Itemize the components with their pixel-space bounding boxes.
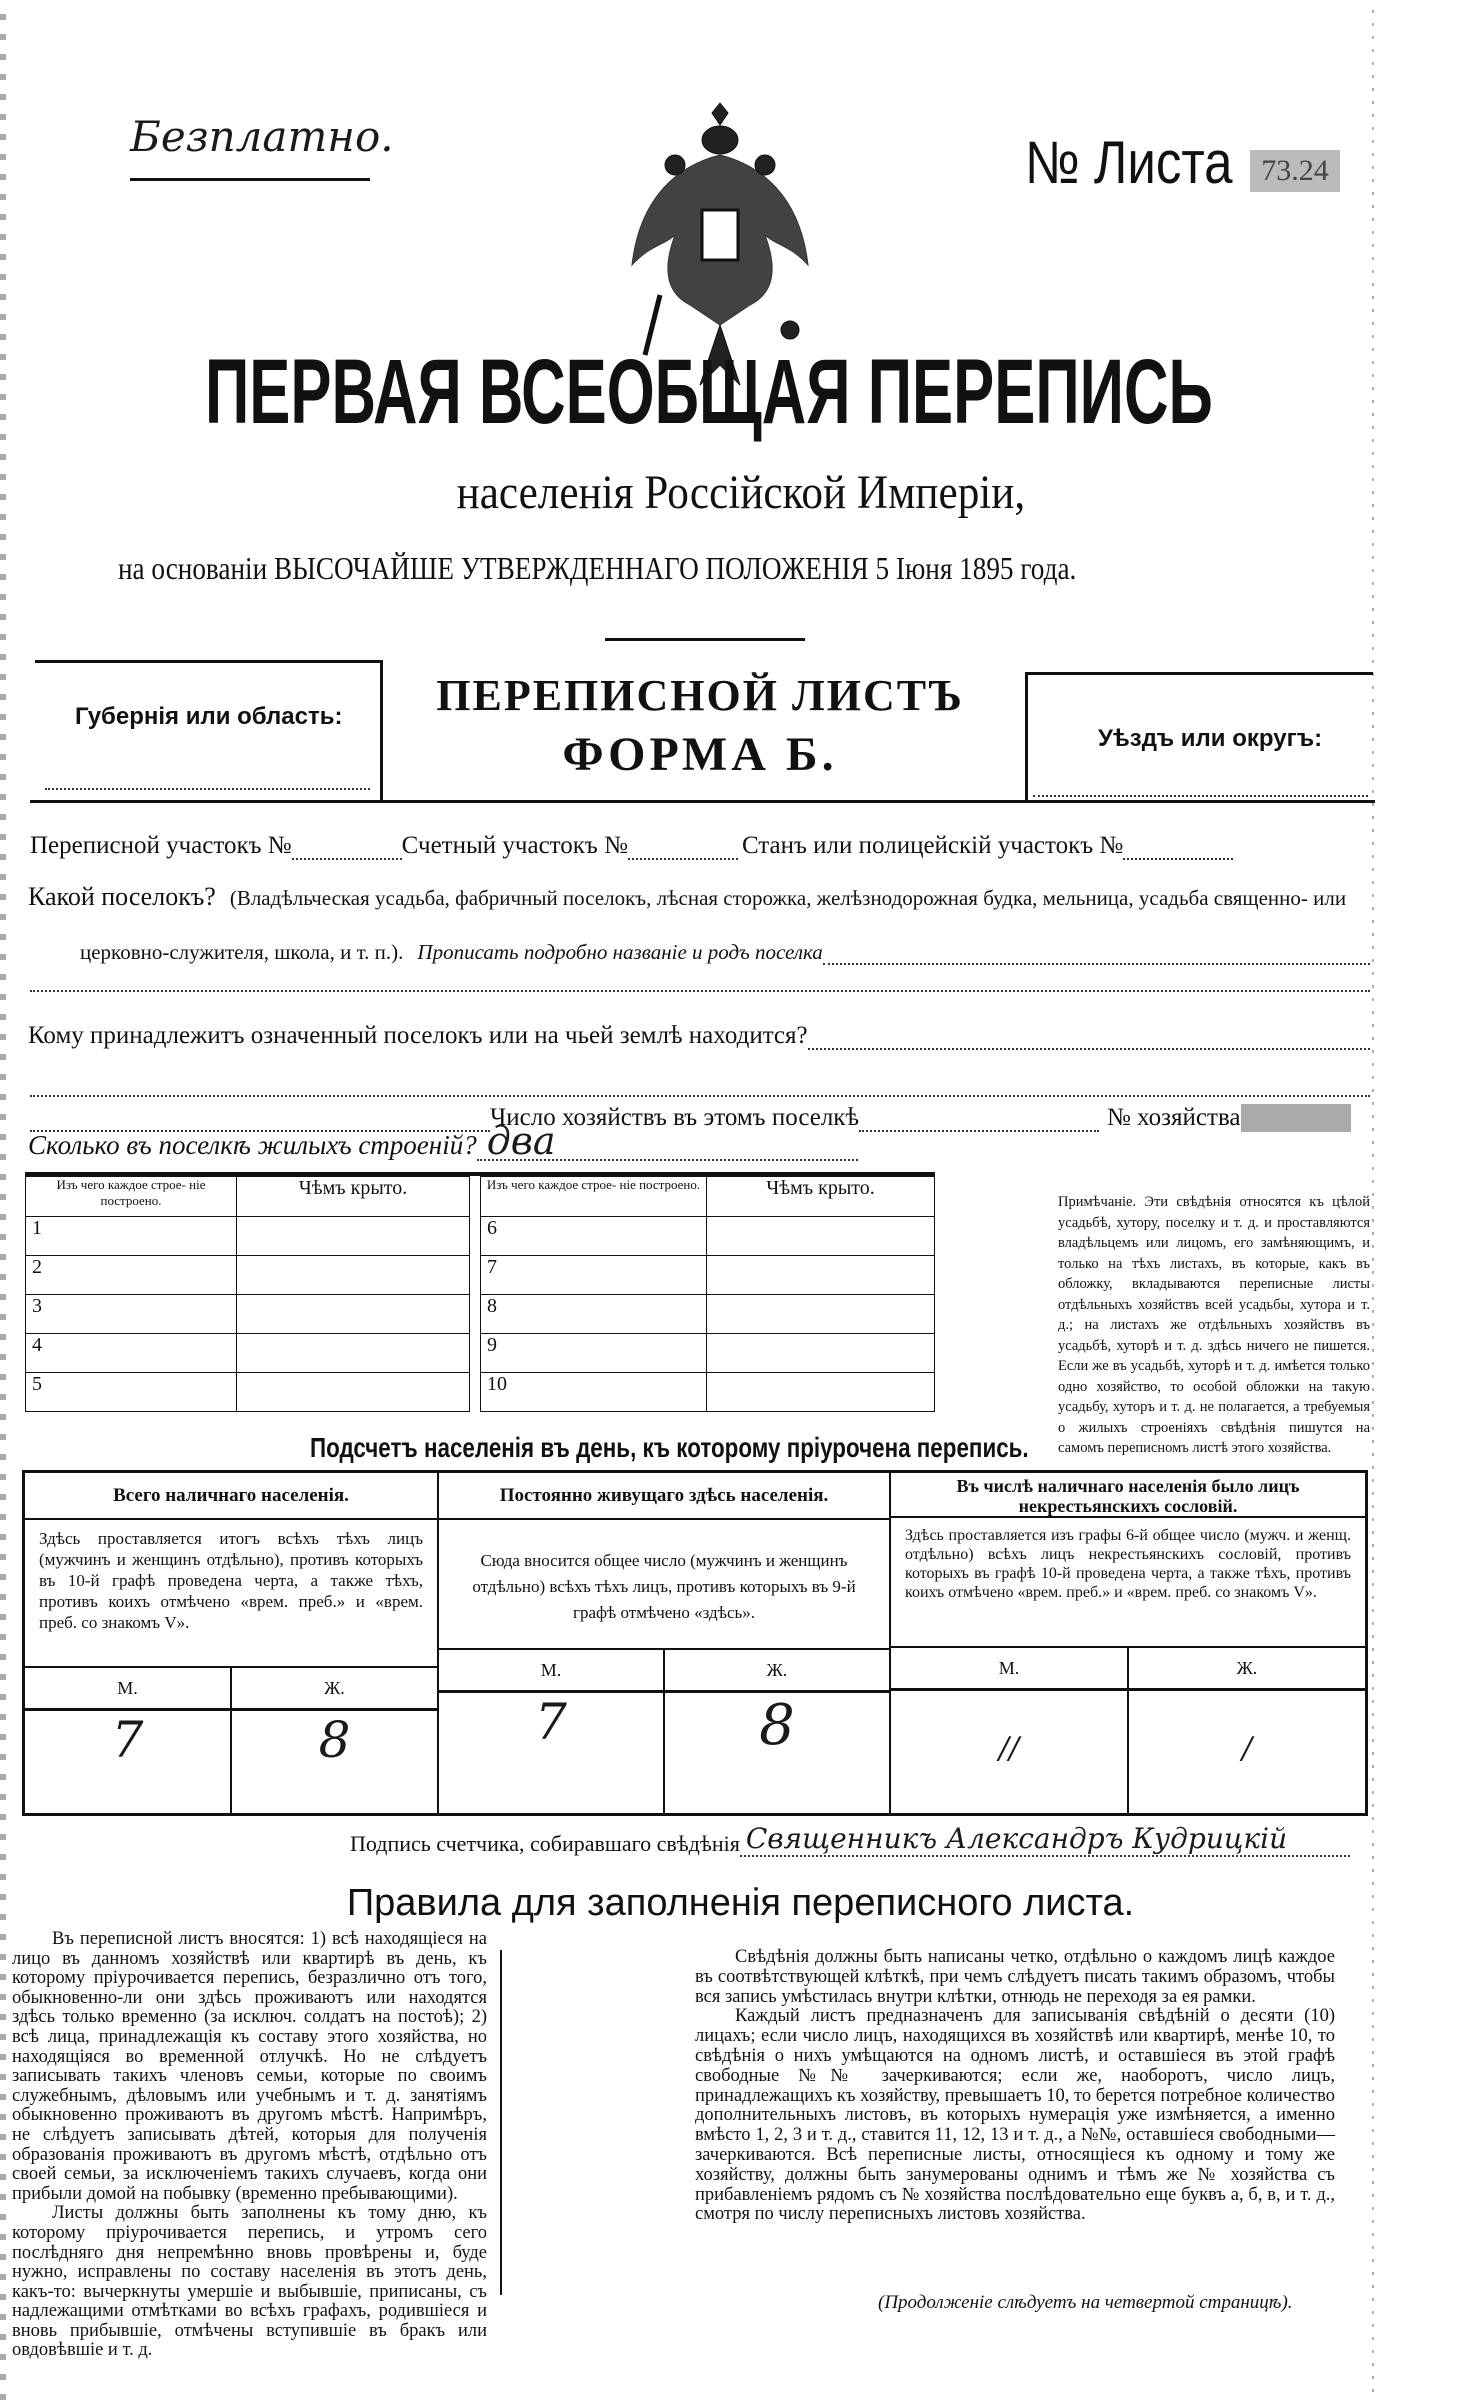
sheet-number-label: № Листа	[1025, 129, 1233, 196]
population-col-permanent	[439, 1473, 891, 1813]
row-number: 7	[481, 1256, 707, 1295]
roof-cell[interactable]	[237, 1295, 470, 1334]
col-roof-header: Чѣмъ крыто.	[237, 1177, 470, 1217]
household-number-label: № хозяйства	[1107, 1104, 1241, 1131]
roof-cell[interactable]	[237, 1334, 470, 1373]
households-label: Число хозяйствъ въ этомъ поселкѣ	[490, 1104, 860, 1131]
settlement-hint-2: церковно-служителя, школа, и т. п.).	[80, 940, 404, 964]
population-col-non-peasant	[891, 1473, 1365, 1813]
col-description: Здѣсь проставляется итогъ всѣхъ тѣхъ лицъ (мужчинъ и женщинъ отдѣльно), противъ которыхъ въ 10-й графѣ проведена черта, а также тѣхъ, противъ коихъ отмѣчено «врем. преб.» и «врем. преб. со знакомъ V».	[25, 1520, 437, 1668]
col-material-header: Изъ чего каждое строе- ніе построено.	[26, 1177, 237, 1217]
col-description: Сюда вносится общее число (мужчинъ и женщинъ отдѣльно) всѣхъ тѣхъ лицъ, противъ которыхъ въ 9-й графѣ отмѣчено «здѣсь».	[439, 1520, 889, 1650]
roof-cell[interactable]	[707, 1295, 935, 1334]
page-title: ПЕРВАЯ ВСЕОБЩАЯ ПЕРЕПИСЬ	[205, 341, 1213, 443]
population-table	[22, 1470, 1368, 1816]
female-label: Ж.	[766, 1660, 788, 1680]
rules-paragraph: Листы должны быть заполнены къ тому дню, къ которому пріурочивается перепись, и утромъ сего послѣдняго дня непремѣнно вновь провѣрены и, буде нужно, исправлены по составу населенія въ этотъ день, какъ-то: вычеркнуты умершіе и выбывшіе, приписаны, съ надлежащими отмѣтками во всѣхъ графахъ, родившіеся и вновь прибывшіе, отмѣчены вступившіе въ бракъ или овдовѣвшіе и т. д.	[12, 2203, 487, 2361]
rules-paragraph: Свѣдѣнія должны быть написаны четко, отдѣльно о каждомъ лицѣ каждое въ соотвѣтствующей клѣткѣ, при чемъ слѣдуетъ писать такимъ образомъ, чтобы вся запись умѣстилась внутри клѣтки, отнюдь не переходя за ея рамки.	[695, 1947, 1335, 2007]
settlement-hint: (Владѣльческая усадьба, фабричный поселокъ, лѣсная сторожка, желѣзнодорожная будка, мельница, усадьба священно- или	[229, 886, 1347, 910]
continued-note: (Продолженіе слѣдуетъ на четвертой страницѣ).	[878, 2292, 1293, 2313]
free-label-underline	[130, 178, 370, 181]
count-district-label: Счетный участокъ №	[401, 832, 628, 859]
female-label: Ж.	[324, 1678, 345, 1698]
settlement-field-line-2[interactable]	[30, 990, 1370, 992]
owner-field[interactable]	[808, 1048, 1370, 1050]
buildings-answer: два	[486, 1119, 556, 1163]
province-label: Губернія или область:	[75, 703, 343, 730]
female-count[interactable]: /	[1241, 1731, 1253, 1766]
buildings-question: Сколько въ поселкѣ жилыхъ строеній?	[28, 1130, 477, 1160]
legal-basis: на основаніи ВЫСОЧАЙШЕ УТВЕРЖДЕННАГО ПОЛОЖЕНІЯ 5 Іюня 1895 года.	[118, 550, 1077, 586]
col-title: Въ числѣ наличнаго населенія было лицъ некрестьянскихъ сословій.	[891, 1473, 1365, 1518]
rules-paragraph: Въ переписной листъ вносятся: 1) всѣ находящіеся на лицо въ данномъ хозяйствѣ или квартирѣ въ день, къ которому пріурочивается перепись, безразлично отъ того, обыкновенно-ли они здѣсь проживаютъ или находятся здѣсь только временно (за исключ. солдатъ на постоѣ); 2) всѣ лица, принадлежащія къ составу этого хозяйства, но находящіяся во временной отлучкѣ. Но не слѣдуетъ записывать такихъ членовъ семьи, которые по своимъ служебнымъ, дѣловымъ или учебнымъ и т. д. занятіямъ обыкновенно проживаютъ въ другомъ мѣстѣ. Напримѣръ, не слѣдуетъ записывать дѣтей, которыя для полученія образованія проживаютъ въ другомъ мѣстѣ, отдѣльно отъ своей семьи, за исключеніемъ такихъ случаевъ, когда они прибыли домой на побывку (временно пребывающими).	[12, 1929, 487, 2204]
roof-cell[interactable]	[237, 1373, 470, 1412]
row-number: 6	[481, 1217, 707, 1256]
roof-cell[interactable]	[707, 1217, 935, 1256]
rules-heading: Правила для заполненія переписного листа.	[346, 1882, 1135, 1924]
row-number: 2	[26, 1256, 237, 1295]
rules-left-column	[12, 1930, 487, 2361]
buildings-field[interactable]	[477, 1119, 858, 1163]
count-district-field[interactable]	[628, 858, 738, 860]
male-label: М.	[891, 1648, 1129, 1688]
rules-right-column	[695, 1948, 1335, 2225]
province-box	[35, 660, 383, 801]
stan-field[interactable]	[1123, 858, 1233, 860]
rules-paragraph: Каждый листъ предназначенъ для записыванія свѣдѣній о десяти (10) лицахъ; если число лицъ, находящихся въ хозяйствѣ или квартирѣ, менѣе 10, то свѣдѣнія о нихъ умѣщаются на одномъ листѣ, и оставшіеся въ этой графѣ свободные №№ зачеркиваются; если же, наоборотъ, число лицъ, принадлежащихъ къ хозяйству, превышаетъ 10, то берется потребное количество дополнительныхъ листовъ, въ которыхъ нумерація уже измѣняется, а именно вмѣсто 1, 2, 3 и т. д., ставится 11, 12, 13 и т. д., а №№, оставшіеся свободными—зачеркиваются. Всѣ переписные листы, относящіеся къ одному и тому же хозяйству, должны быть занумерованы однимъ и тѣмъ же № хозяйства съ прибавленіемъ рядомъ съ № хозяйства послѣдовательно еще буквъ а, б, в, и т. д., смотря по числу переписныхъ листовъ хозяйства.	[695, 2006, 1335, 2225]
female-label: Ж.	[1236, 1658, 1258, 1678]
female-count[interactable]: 8	[759, 1693, 795, 1758]
household-number-field[interactable]	[1241, 1104, 1351, 1132]
male-count[interactable]: 7	[25, 1711, 232, 1813]
free-label: Безплатно.	[130, 112, 394, 161]
col-title: Всего наличнаго населенія.	[25, 1473, 437, 1520]
signature-label: Подпись счетчика, собиравшаго свѣдѣнія	[350, 1831, 740, 1856]
row-number: 5	[26, 1373, 237, 1412]
roof-cell[interactable]	[707, 1373, 935, 1412]
page-subtitle: населенія Россійской Имперіи,	[456, 466, 1025, 519]
col-roof-header: Чѣмъ крыто.	[707, 1177, 935, 1217]
form-title: ПЕРЕПИСНОЙ ЛИСТЪ	[436, 671, 964, 720]
province-field[interactable]	[45, 788, 370, 790]
row-number: 1	[26, 1217, 237, 1256]
female-count[interactable]: 8	[318, 1711, 351, 1769]
buildings-table	[25, 1172, 935, 1416]
col-material-header: Изъ чего каждое строе- ніе построено.	[481, 1177, 707, 1217]
scan-left-edge	[0, 0, 6, 2401]
male-count[interactable]: //	[891, 1691, 1129, 1813]
row-number: 3	[26, 1295, 237, 1334]
district-field[interactable]	[1033, 795, 1368, 797]
census-district-field[interactable]	[292, 858, 402, 860]
roof-cell[interactable]	[707, 1256, 935, 1295]
divider	[605, 638, 805, 641]
male-label: М.	[25, 1668, 232, 1708]
column-divider	[500, 1950, 502, 2295]
stan-label: Станъ или полицейскій участокъ №	[741, 832, 1124, 859]
roof-cell[interactable]	[237, 1256, 470, 1295]
note-text: Примѣчаніе. Эти свѣдѣнія относятся къ цѣлой усадьбѣ, хутору, поселку и т. д. и проставляются владѣльцемъ или лицомъ, его замѣняющимъ, и только на тѣхъ листахъ, въ которые, какъ въ обложку, вкладываются переписные листы отдѣльныхъ хозяйствъ всей усадьбы, хутора и т. д.; на листахъ же отдѣльныхъ хозяйствъ въ усадьбѣ, хуторѣ и т. д. здѣсь ничего не пишется. Если же въ усадьбѣ, хуторѣ и т. д. имѣется только одно хозяйство, то особой обложки на такую усадьбу, хуторъ и т. д. не полагается, а требуемыя о жилыхъ строеніяхъ свѣдѣнія пишутся на самомъ переписномъ листѣ этого хозяйства.	[1058, 1194, 1370, 1456]
households-field[interactable]	[859, 1130, 1099, 1132]
population-heading: Подсчетъ населенія въ день, къ которому пріурочена перепись.	[310, 1432, 1029, 1463]
col-description: Здѣсь проставляется изъ графы 6-й общее число (мужч. и женщ. отдѣльно) всѣхъ лицъ некрестьянскихъ сословій, противъ которыхъ въ графѣ 10-й проведена черта, а также тѣхъ, противъ коихъ отмѣчено «врем. преб.» и «врем. преб. со знакомъ V».	[891, 1518, 1365, 1648]
roof-cell[interactable]	[237, 1217, 470, 1256]
male-label: М.	[439, 1650, 665, 1690]
sheet-number-value: 73.24	[1250, 150, 1340, 192]
col-title: Постоянно живущаго здѣсь населенія.	[439, 1473, 889, 1520]
male-count[interactable]: 7	[439, 1693, 665, 1813]
district-box	[1025, 672, 1373, 803]
signature-field[interactable]: Священникъ Александръ Кудрицкій	[740, 1822, 1350, 1857]
roof-cell[interactable]	[707, 1334, 935, 1373]
census-district-label: Переписной участокъ №	[30, 832, 292, 859]
settlement-field[interactable]	[823, 963, 1370, 965]
settlement-question: Какой поселокъ?	[28, 882, 216, 911]
row-number: 4	[26, 1334, 237, 1373]
form-type: ФОРМА Б.	[562, 728, 838, 781]
row-number: 10	[481, 1373, 707, 1412]
owner-field-line-2[interactable]	[30, 1095, 1370, 1097]
district-label: Уѣздъ или округъ:	[1098, 725, 1323, 752]
row-number: 9	[481, 1334, 707, 1373]
row-number: 8	[481, 1295, 707, 1334]
box-bottom-rule	[30, 800, 1375, 803]
settlement-instruction: Прописать подробно названіе и родъ поселка	[417, 940, 823, 964]
population-col-total	[25, 1473, 439, 1813]
owner-question: Кому принадлежитъ означенный поселокъ или на чьей землѣ находится?	[28, 1022, 808, 1049]
